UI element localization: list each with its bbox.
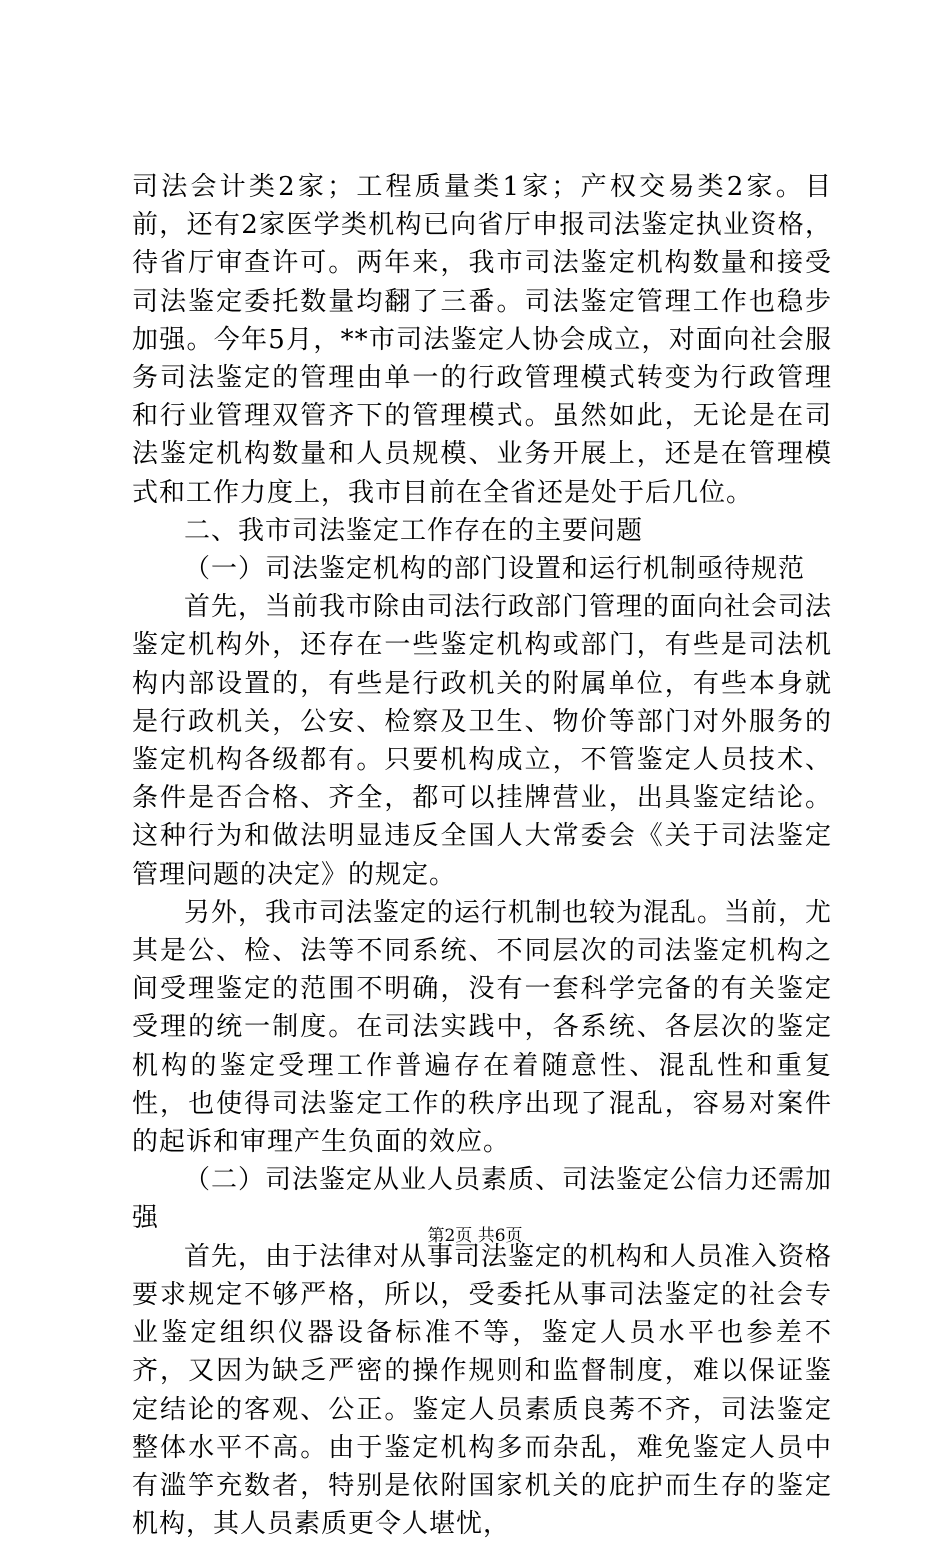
page-footer: 第2页 共6页	[427, 1226, 523, 1246]
paragraph-first: 首先，当前我市除由司法行政部门管理的面向社会司法鉴定机构外，还存在一些鉴定机构或部门，有些是司法机构内部设置的，有些是行政机关的附属单位，有些本身就是行政机关，公安、检察及卫生、物价等部门对外服务的鉴定机构各级都有。只要机构成立，不管鉴定人员技术、条件是否合格、齐全，都可以挂牌营业，出具鉴定结论。这种行为和做法明显违反全国人大常委会《关于司法鉴定管理问题的决定》的规定。	[132, 592, 833, 890]
section-heading-2: 二、我市司法鉴定工作存在的主要问题	[184, 515, 644, 546]
subsection-heading-2: （二）司法鉴定从业人员素质、司法鉴定公信力还需加强	[132, 1165, 833, 1234]
paragraph-other: 另外，我市司法鉴定的运行机制也较为混乱。当前，尤其是公、检、法等不同系统、不同层次的司法鉴定机构之间受理鉴定的范围不明确，没有一套科学完备的有关鉴定受理的统一制度。在司法实践中，各系统、各层次的鉴定机构的鉴定受理工作普遍存在着随意性、混乱性和重复性，也使得司法鉴定工作的秩序出现了混乱，容易对案件的起诉和审理产生负面的效应。	[132, 897, 833, 1158]
document-body	[132, 168, 832, 1543]
subsection-heading-1: （一）司法鉴定机构的部门设置和运行机制亟待规范	[184, 554, 806, 585]
paragraph-personnel: 首先，由于法律对从事司法鉴定的机构和人员准入资格要求规定不够严格，所以，受委托从事司法鉴定的社会专业鉴定组织仪器设备标准不等，鉴定人员水平也参差不齐，又因为缺乏严密的操作规则和监督制度，难以保证鉴定结论的客观、公正。鉴定人员素质良莠不齐，司法鉴定整体水平不高。由于鉴定机构多而杂乱，难免鉴定人员中有滥竽充数者，特别是依附国家机关的庇护而生存的鉴定机构，其人员素质更令人堪忧，	[132, 1241, 833, 1540]
paragraph-continuation: 司法会计类2家；工程质量类1家；产权交易类2家。目前，还有2家医学类机构已向省厅申报司法鉴定执业资格，待省厅审查许可。两年来，我市司法鉴定机构数量和接受司法鉴定委托数量均翻了三番。司法鉴定管理工作也稳步加强。今年5月，**市司法鉴定人协会成立，对面向社会服务司法鉴定的管理由单一的行政管理模式转变为行政管理和行业管理双管齐下的管理模式。虽然如此，无论是在司法鉴定机构数量和人员规模、业务开展上，还是在管理模式和工作力度上，我市目前在全省还是处于后几位。	[132, 172, 832, 508]
